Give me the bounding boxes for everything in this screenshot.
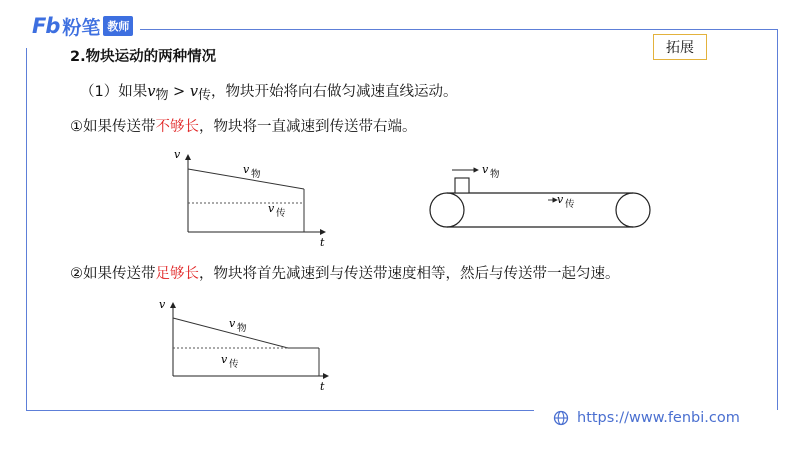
logo-badge: 教师 bbox=[103, 16, 133, 36]
graph1-v-label: v bbox=[174, 148, 181, 161]
case1-sub2: 传 bbox=[198, 88, 212, 103]
item2-highlight: 足够长 bbox=[155, 266, 199, 282]
graph1-vobj-sub: 物 bbox=[251, 169, 261, 180]
graph1-t-label: t bbox=[320, 236, 325, 249]
logo-mark: Fb bbox=[32, 14, 60, 38]
graph2-vbelt-label: v bbox=[221, 353, 228, 366]
belt-velocity-label: v bbox=[557, 193, 564, 206]
graph2-t-label: t bbox=[320, 380, 325, 393]
graph1-vobj-label: v bbox=[243, 163, 250, 176]
block-velocity-label: v bbox=[482, 163, 489, 176]
globe-icon bbox=[553, 410, 569, 426]
item1-suffix: ，物块将一直减速到传送带右端。 bbox=[199, 119, 417, 135]
item2-suffix: ，物块将首先减速到与传送带速度相等，然后与传送带一起匀速。 bbox=[199, 266, 620, 282]
case1-v1: v bbox=[147, 84, 156, 100]
item1-highlight: 不够长 bbox=[155, 119, 199, 135]
block-velocity-sub: 物 bbox=[490, 169, 500, 180]
graph2-vobj-sub: 物 bbox=[237, 323, 247, 334]
graph2-v-label: v bbox=[159, 298, 166, 311]
extension-tag: 拓展 bbox=[653, 34, 707, 60]
case1-suffix: ，物块开始将向右做匀减速直线运动。 bbox=[211, 84, 458, 100]
footer-url[interactable]: https://www.fenbi.com bbox=[577, 410, 740, 426]
belt-velocity-sub: 传 bbox=[565, 199, 575, 210]
block bbox=[455, 178, 469, 193]
graph2-vobj-label: v bbox=[229, 317, 236, 330]
item2-prefix: ②如果传送带 bbox=[70, 266, 156, 282]
vt-graph-2 bbox=[159, 298, 328, 393]
footer-link[interactable] bbox=[553, 410, 740, 426]
graph1-vbelt-sub: 传 bbox=[276, 208, 286, 219]
graph1-vbelt-label: v bbox=[268, 202, 275, 215]
case1-v2: v bbox=[189, 84, 199, 100]
conveyor-belt-diagram bbox=[430, 163, 650, 227]
graph2-vbelt-sub: 传 bbox=[229, 359, 239, 370]
vt-graph-1 bbox=[174, 148, 325, 249]
right-pulley bbox=[616, 193, 650, 227]
case1-prefix: （1）如果 bbox=[80, 84, 148, 100]
logo-name: 粉笔 bbox=[62, 16, 101, 39]
item1-prefix: ①如果传送带 bbox=[70, 119, 156, 135]
case1-sub1: 物 bbox=[155, 88, 169, 103]
section-title: 2.物块运动的两种情况 bbox=[70, 49, 217, 65]
case1-gt: > bbox=[168, 84, 190, 100]
left-pulley bbox=[430, 193, 464, 227]
